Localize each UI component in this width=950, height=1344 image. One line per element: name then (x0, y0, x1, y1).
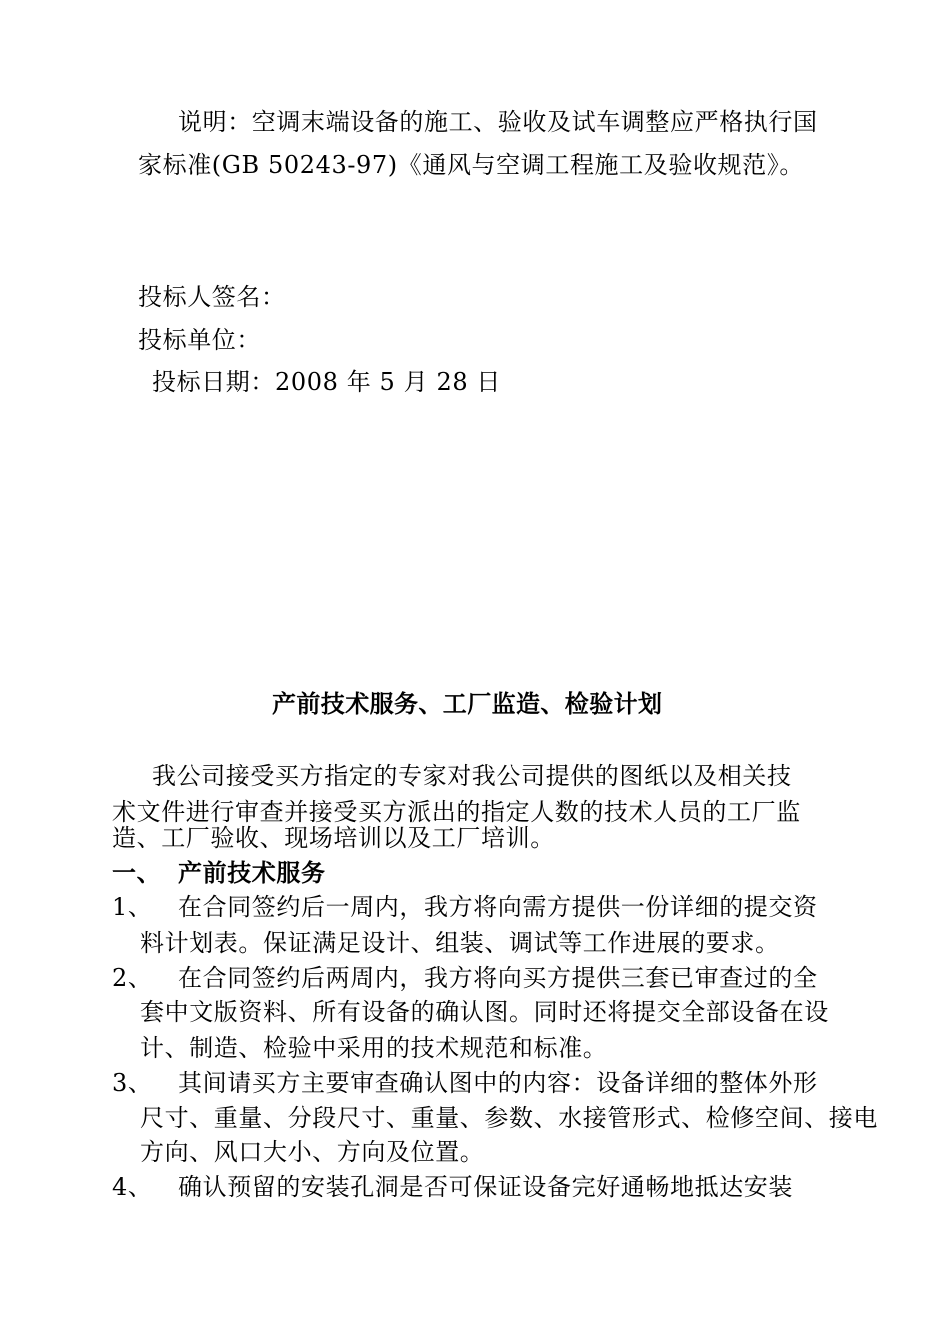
list-item-1-line-1 (112, 889, 818, 925)
list-item-3-line-3: 方向、风口大小、方向及位置。 (140, 1138, 485, 1166)
list-item-2-text: 在合同签约后两周内，我方将向买方提供三套已审查过的全 (178, 964, 818, 992)
list-item-2-number: 2、 (112, 964, 153, 992)
list-item-3-number: 3、 (112, 1069, 153, 1097)
heading-1-text: 产前技术服务 (178, 858, 326, 887)
list-item-3-line-1 (112, 1065, 818, 1101)
list-item-4-number: 4、 (112, 1173, 153, 1201)
list-item-1-text: 在合同签约后一周内，我方将向需方提供一份详细的提交资 (178, 893, 818, 921)
list-item-1-number: 1、 (112, 893, 153, 921)
intro-line-1: 我公司接受买方指定的专家对我公司提供的图纸以及相关技 (152, 762, 792, 790)
bidder-unit-label: 投标单位： (138, 326, 261, 354)
list-item-2-line-1 (112, 960, 818, 996)
list-item-4-text: 确认预留的安装孔洞是否可保证设备完好通畅地抵达安装 (178, 1173, 793, 1201)
signer-label: 投标人签名： (138, 283, 286, 311)
intro-line-3: 造、工厂验收、现场培训以及工厂培训。 (112, 824, 555, 852)
list-item-3-text: 其间请买方主要审查确认图中的内容：设备详细的整体外形 (178, 1069, 818, 1097)
list-item-2-line-2: 套中文版资料、所有设备的确认图。同时还将提交全部设备在设 (140, 998, 829, 1026)
list-item-2-line-3: 计、制造、检验中采用的技术规范和标准。 (140, 1034, 608, 1062)
list-item-4-line-1 (112, 1169, 793, 1205)
note-line-2: 家标准(GB 50243-97)《通风与空调工程施工及验收规范》。 (138, 151, 804, 179)
list-item-3-line-2: 尺寸、重量、分段尺寸、重量、参数、水接管形式、检修空间、接电 (140, 1104, 878, 1132)
heading-1-number: 一、 (112, 858, 162, 887)
heading-1 (112, 855, 326, 891)
bid-date-label: 投标日期：2008 年 5 月 28 日 (152, 368, 502, 396)
section-title: 产前技术服务、工厂监造、检验计划 (272, 689, 663, 718)
list-item-1-line-2: 料计划表。保证满足设计、组装、调试等工作进展的要求。 (140, 929, 780, 957)
note-line-1: 说明：空调末端设备的施工、验收及试车调整应严格执行国 (178, 108, 818, 136)
intro-line-2: 术文件进行审查并接受买方派出的指定人数的技术人员的工厂监 (112, 798, 801, 826)
